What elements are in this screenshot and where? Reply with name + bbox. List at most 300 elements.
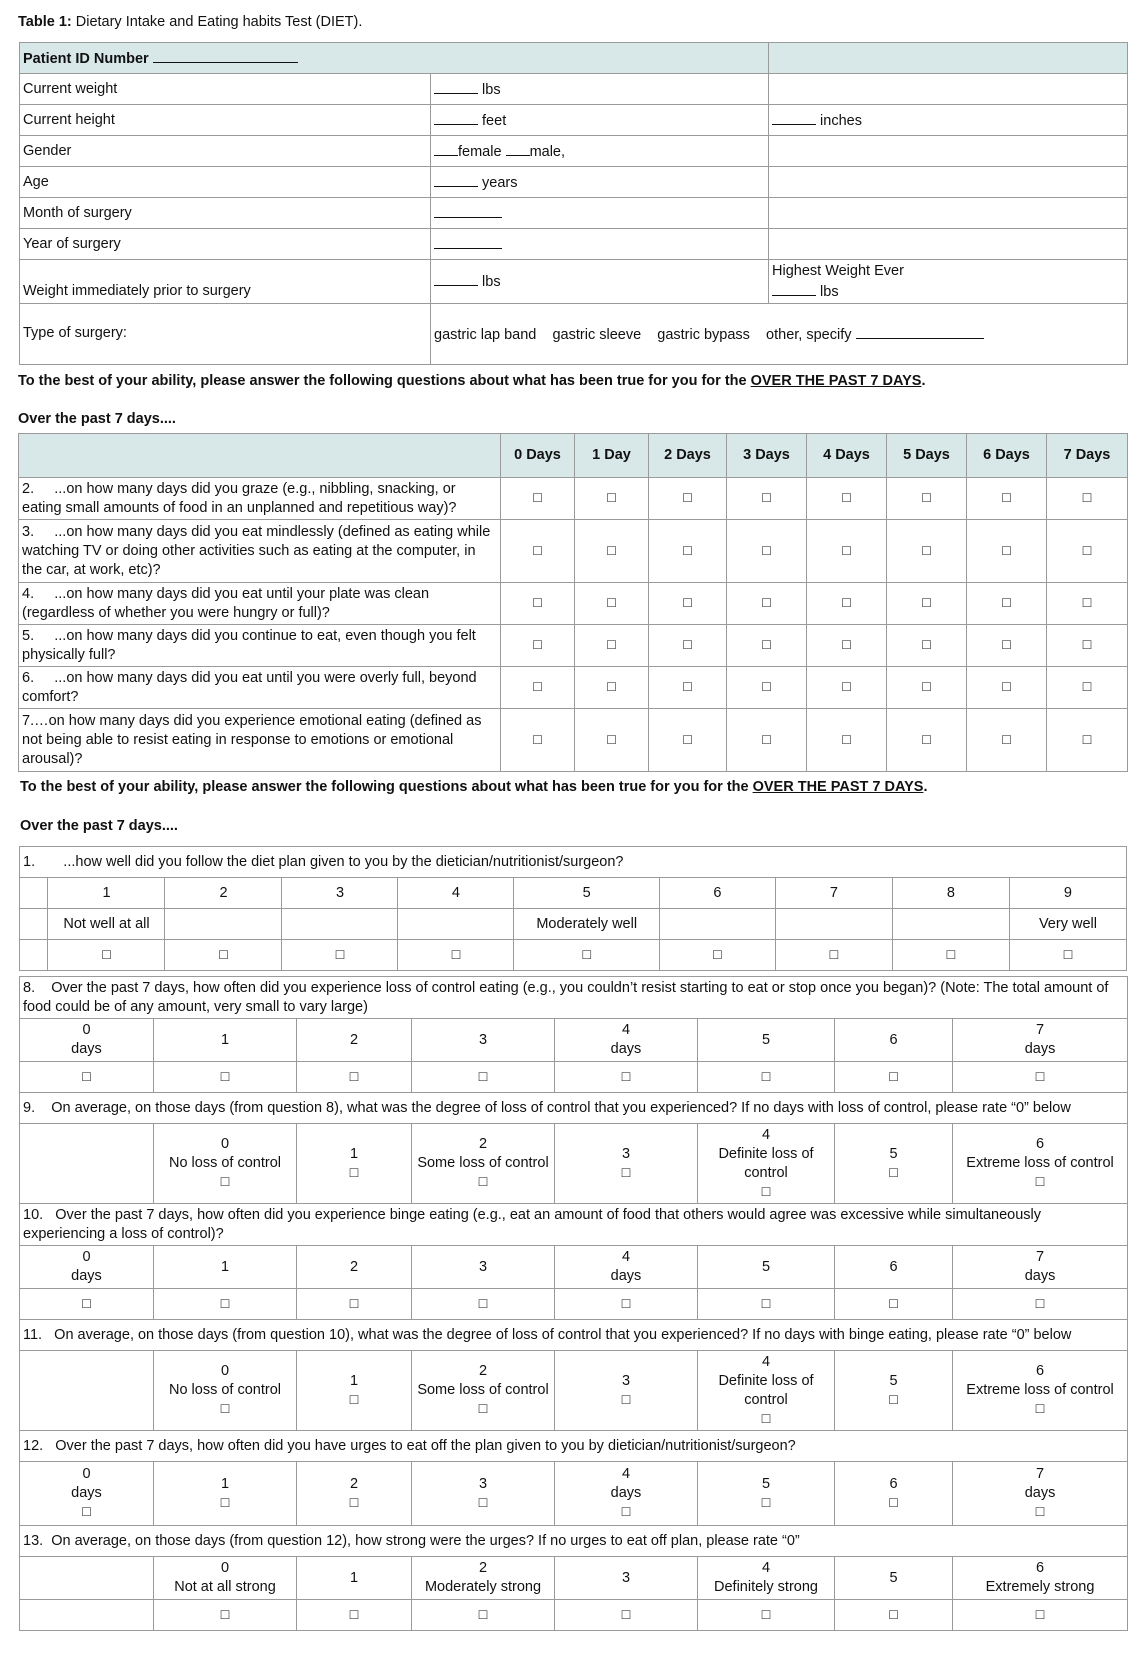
year-surgery-label: Year of surgery — [20, 229, 431, 260]
q13-option-1 — [297, 1557, 412, 1600]
grid-cell — [727, 709, 807, 772]
grid-cell — [807, 478, 887, 520]
checkbox[interactable]: ☐ — [218, 947, 229, 962]
option-label: Some loss of control — [417, 1155, 549, 1171]
checkbox[interactable]: ☐ — [760, 1607, 772, 1622]
q10-question-row — [20, 1204, 1128, 1246]
q1-box-cell — [659, 940, 775, 971]
q11-option-2 — [412, 1351, 555, 1431]
grid-cell — [501, 520, 575, 583]
checkbox[interactable]: ☐ — [761, 491, 772, 505]
q12-option-7 — [953, 1462, 1128, 1526]
q10-option-4 — [555, 1246, 698, 1289]
option-number: 5 — [889, 1145, 898, 1162]
checkbox[interactable]: ☐ — [348, 1069, 360, 1084]
checkbox[interactable]: ☐ — [888, 1165, 899, 1180]
q8-option-7 — [953, 1019, 1128, 1062]
checkbox[interactable]: ☐ — [532, 732, 543, 747]
checkbox[interactable]: ☐ — [219, 1175, 231, 1189]
checkbox[interactable]: ☐ — [760, 1069, 772, 1084]
instruction-2: To the best of your ability, please answer the following questions about what has been true for you for the OVER THE PAST 7 DAYS. — [20, 779, 928, 795]
option-number: 6 — [889, 1475, 898, 1492]
q10-option-3 — [412, 1246, 555, 1289]
grid-cell — [575, 709, 649, 772]
q8-scale-row — [20, 1019, 1128, 1062]
q1-anchor: Very well — [1009, 909, 1126, 940]
checkbox[interactable]: ☐ — [760, 1296, 772, 1311]
q9-question-row — [20, 1093, 1128, 1124]
checkbox[interactable]: ☐ — [841, 638, 852, 652]
checkbox[interactable]: ☐ — [532, 596, 543, 610]
checkbox[interactable]: ☐ — [606, 596, 617, 610]
option-number: 0 — [220, 1560, 230, 1576]
checkbox[interactable]: ☐ — [219, 1296, 231, 1311]
q1-scale-3: 3 — [282, 878, 398, 909]
current-height-inches[interactable]: inches — [769, 105, 1128, 136]
grid-cell — [887, 709, 967, 772]
option-label: No loss of control — [168, 1382, 282, 1398]
checkbox[interactable]: ☐ — [1062, 947, 1074, 962]
checkbox[interactable]: ☐ — [921, 491, 932, 505]
caption-label: Table 1: — [18, 14, 72, 30]
box-cell — [555, 1062, 698, 1093]
grid-cell — [501, 583, 575, 625]
checkbox[interactable]: ☐ — [1001, 732, 1012, 747]
option-number: 3 — [621, 1569, 631, 1586]
checkbox[interactable]: ☐ — [1001, 491, 1012, 505]
empty-cell — [769, 136, 1128, 167]
grid-row — [19, 667, 1128, 709]
grid-question-6: 6. ...on how many days did you eat until you were overly full, beyond comfort? — [19, 667, 501, 709]
q1-scale-1: 1 — [48, 878, 165, 909]
grid-cell — [887, 625, 967, 667]
checkbox[interactable]: ☐ — [219, 1402, 231, 1416]
q10-option-2 — [297, 1246, 412, 1289]
empty-cell — [769, 229, 1128, 260]
checkbox[interactable]: ☐ — [1034, 1175, 1046, 1189]
highest-weight-cell[interactable]: Highest Weight Ever lbs — [769, 260, 1128, 304]
checkbox[interactable]: ☐ — [1081, 680, 1093, 694]
q13-question-row — [20, 1526, 1128, 1557]
grid-cell — [887, 520, 967, 583]
checkbox[interactable]: ☐ — [945, 947, 957, 962]
q1-scale-6: 6 — [659, 878, 775, 909]
patient-id-label: Patient ID Number — [23, 50, 149, 67]
checkbox[interactable]: ☐ — [841, 732, 852, 747]
q1-anchor: Moderately well — [514, 909, 659, 940]
box-cell — [953, 1600, 1128, 1631]
q10-scale-row — [20, 1246, 1128, 1289]
checkbox[interactable]: ☐ — [921, 732, 932, 747]
checkbox[interactable]: ☐ — [81, 1069, 92, 1084]
checkbox[interactable]: ☐ — [620, 1069, 632, 1084]
checkbox[interactable]: ☐ — [348, 1296, 360, 1311]
current-weight-label: Current weight — [20, 74, 431, 105]
checkbox[interactable]: ☐ — [888, 1495, 899, 1510]
grid-cell — [887, 478, 967, 520]
option-label: Some loss of control — [417, 1382, 549, 1398]
day-header-3: 3 Days — [727, 434, 807, 478]
day-header-7: 7 Days — [1047, 434, 1128, 478]
checkbox[interactable]: ☐ — [219, 1607, 231, 1622]
checkbox[interactable]: ☐ — [712, 947, 723, 962]
q1-table — [19, 846, 1127, 971]
blank — [20, 1600, 154, 1631]
checkbox[interactable]: ☐ — [760, 1184, 772, 1199]
box-cell — [953, 1062, 1128, 1093]
q1-anchor — [398, 909, 514, 940]
grid-header-blank — [19, 434, 501, 478]
option-number: 1 — [349, 1145, 359, 1162]
checkbox[interactable]: ☐ — [81, 1296, 92, 1311]
option-sub: days — [71, 1041, 102, 1057]
grid-cell — [1047, 667, 1128, 709]
grid-cell — [967, 520, 1047, 583]
patient-id-blank[interactable] — [153, 48, 298, 63]
box-cell — [835, 1062, 953, 1093]
checkbox[interactable]: ☐ — [682, 543, 693, 558]
header-empty-cell — [769, 43, 1128, 74]
grid-cell — [727, 583, 807, 625]
q13-scale-row — [20, 1557, 1128, 1600]
checkbox[interactable]: ☐ — [921, 680, 932, 694]
q10-option-5 — [698, 1246, 835, 1289]
checkbox[interactable]: ☐ — [841, 491, 852, 505]
checkbox[interactable]: ☐ — [532, 491, 543, 505]
q11-option-1 — [297, 1351, 412, 1431]
q1-scale-9: 9 — [1009, 878, 1126, 909]
q8-option-4 — [555, 1019, 698, 1062]
q9-option-3 — [555, 1124, 698, 1204]
month-surgery-label: Month of surgery — [20, 198, 431, 229]
grid-row — [19, 625, 1128, 667]
option-sub: days — [1024, 1485, 1056, 1501]
checkbox[interactable]: ☐ — [921, 543, 932, 558]
current-height-feet[interactable]: feet — [431, 105, 769, 136]
q13-option-5 — [835, 1557, 953, 1600]
option-number: 7 — [1035, 1249, 1045, 1265]
box-cell — [698, 1062, 835, 1093]
checkbox[interactable]: ☐ — [348, 1165, 360, 1180]
q1-box-cell — [398, 940, 514, 971]
q1-spacer — [20, 909, 48, 940]
q11-option-4 — [698, 1351, 835, 1431]
checkbox[interactable]: ☐ — [219, 1495, 231, 1510]
checkbox[interactable]: ☐ — [1001, 638, 1012, 652]
q12-option-2 — [297, 1462, 412, 1526]
option-number: 6 — [1035, 1136, 1045, 1152]
month-surgery-value[interactable] — [431, 198, 769, 229]
demographics-table — [19, 42, 1128, 365]
option-number: 4 — [621, 1249, 631, 1265]
q9-option-1 — [297, 1124, 412, 1204]
grid-row — [19, 520, 1128, 583]
q9-option-2 — [412, 1124, 555, 1204]
checkbox[interactable]: ☐ — [1001, 543, 1012, 558]
checkbox[interactable]: ☐ — [1081, 543, 1093, 558]
option-number: 4 — [621, 1022, 631, 1038]
q11-option-5 — [835, 1351, 953, 1431]
option-number: 5 — [761, 1475, 771, 1492]
option-number: 3 — [478, 1475, 488, 1492]
checkbox[interactable]: ☐ — [761, 543, 772, 558]
option-label: No loss of control — [168, 1155, 282, 1171]
instruction-1: To the best of your ability, please answer the following questions about what has been true for you for the OVER THE PAST 7 DAYS. — [18, 373, 926, 389]
checkbox[interactable]: ☐ — [682, 491, 693, 505]
q8-question-row — [20, 977, 1128, 1019]
grid-cell — [1047, 709, 1128, 772]
day-header-1: 1 Day — [575, 434, 649, 478]
grid-cell — [727, 520, 807, 583]
checkbox[interactable]: ☐ — [620, 1392, 632, 1407]
checkbox[interactable]: ☐ — [828, 947, 840, 962]
checkbox[interactable]: ☐ — [477, 1069, 489, 1084]
q11-option-0 — [154, 1351, 297, 1431]
checkbox[interactable]: ☐ — [888, 1069, 899, 1084]
q8-question: 8. Over the past 7 days, how often did you experience loss of control eating (e.g., you couldn’t resist starting to eat or stop once you began)? (Note: The total amount of food could be of any amount, very small to vary large) — [20, 977, 1128, 1019]
frequency-table — [19, 976, 1128, 1631]
option-sub: days — [1024, 1041, 1056, 1057]
grid-question-4: 4. ...on how many days did you eat until your plate was clean (regardless of whether you were hungry or full)? — [19, 583, 501, 625]
q13-option-4 — [698, 1557, 835, 1600]
box-cell — [698, 1289, 835, 1320]
option-number: 1 — [349, 1372, 359, 1389]
checkbox[interactable]: ☐ — [1034, 1069, 1046, 1084]
q9-option-0 — [154, 1124, 297, 1204]
grid-cell — [1047, 625, 1128, 667]
box-cell — [555, 1600, 698, 1631]
current-weight-value[interactable]: lbs — [431, 74, 769, 105]
option-number: 4 — [761, 1126, 771, 1143]
checkbox[interactable]: ☐ — [761, 596, 772, 610]
caption-text: Dietary Intake and Eating habits Test (DIET). — [71, 14, 363, 30]
checkbox[interactable]: ☐ — [841, 543, 852, 558]
empty-cell — [769, 198, 1128, 229]
grid-cell — [807, 709, 887, 772]
checkbox[interactable]: ☐ — [1081, 491, 1093, 505]
checkbox[interactable]: ☐ — [620, 1165, 632, 1180]
q1-question: 1. ...how well did you follow the diet plan given to you by the dietician/nutritionist/surgeon? — [20, 847, 1127, 878]
highest-weight-label: Highest Weight Ever — [772, 262, 904, 279]
q13-option-0 — [154, 1557, 297, 1600]
grid-row — [19, 478, 1128, 520]
checkbox[interactable]: ☐ — [841, 680, 852, 694]
q11-option-6 — [953, 1351, 1128, 1431]
q13-blank — [20, 1557, 154, 1600]
gender-value[interactable]: female male, — [431, 136, 769, 167]
grid-cell — [967, 625, 1047, 667]
checkbox[interactable]: ☐ — [888, 1392, 899, 1407]
checkbox[interactable]: ☐ — [620, 1296, 632, 1311]
grid-cell — [727, 625, 807, 667]
option-label: Extreme loss of control — [966, 1155, 1114, 1171]
option-number: 2 — [349, 1031, 359, 1048]
checkbox[interactable]: ☐ — [921, 638, 932, 652]
grid-cell — [807, 583, 887, 625]
q10-option-7 — [953, 1246, 1128, 1289]
q8-option-1 — [154, 1019, 297, 1062]
checkbox[interactable]: ☐ — [348, 1607, 360, 1622]
q12-option-1 — [154, 1462, 297, 1526]
checkbox[interactable]: ☐ — [1034, 1505, 1046, 1519]
checkbox[interactable]: ☐ — [81, 1505, 92, 1519]
q12-option-0 — [20, 1462, 154, 1526]
q1-box-cell — [282, 940, 398, 971]
grid-cell — [649, 583, 727, 625]
checkbox[interactable]: ☐ — [219, 1069, 231, 1084]
grid-question-2: 2. ...on how many days did you graze (e.g., nibbling, snacking, or eating small amounts of food in an unplanned and repetitious way)? — [19, 478, 501, 520]
surgery-type-label: Type of surgery: — [20, 304, 431, 365]
checkbox[interactable]: ☐ — [1034, 1402, 1046, 1416]
checkbox[interactable]: ☐ — [348, 1495, 360, 1510]
grid-cell — [1047, 520, 1128, 583]
option-number: 5 — [761, 1258, 771, 1275]
option-number: 2 — [478, 1560, 488, 1576]
checkbox[interactable]: ☐ — [1081, 732, 1093, 747]
q8-option-0 — [20, 1019, 154, 1062]
option-sub: days — [610, 1485, 642, 1501]
option-number: 3 — [478, 1031, 488, 1048]
q13-box-row — [20, 1600, 1128, 1631]
option-label: Not at all strong — [174, 1579, 276, 1595]
grid-cell — [887, 667, 967, 709]
grid-cell — [649, 709, 727, 772]
grid-cell — [1047, 478, 1128, 520]
q12-scale-row — [20, 1462, 1128, 1526]
checkbox[interactable]: ☐ — [888, 1607, 899, 1622]
q1-spacer — [20, 878, 48, 909]
grid-cell — [807, 625, 887, 667]
option-number: 5 — [889, 1569, 898, 1586]
checkbox[interactable]: ☐ — [606, 732, 617, 747]
checkbox[interactable]: ☐ — [888, 1296, 899, 1311]
checkbox[interactable]: ☐ — [761, 680, 772, 694]
grid-row — [19, 709, 1128, 772]
checkbox[interactable]: ☐ — [334, 947, 346, 962]
option-label: Definite loss of control — [718, 1372, 814, 1408]
q1-scale-5: 5 — [514, 878, 659, 909]
checkbox[interactable]: ☐ — [581, 947, 593, 962]
checkbox[interactable]: ☐ — [760, 1411, 772, 1426]
option-label: Definite loss of control — [718, 1145, 814, 1181]
checkbox[interactable]: ☐ — [450, 947, 462, 962]
option-sub: days — [1024, 1268, 1056, 1284]
checkbox[interactable]: ☐ — [606, 680, 617, 694]
option-number: 3 — [478, 1258, 488, 1275]
grid-cell — [501, 625, 575, 667]
option-number: 0 — [82, 1022, 91, 1038]
grid-cell — [575, 478, 649, 520]
q13-option-2 — [412, 1557, 555, 1600]
checkbox[interactable]: ☐ — [620, 1607, 632, 1622]
q9-option-5 — [835, 1124, 953, 1204]
empty-cell — [769, 167, 1128, 198]
checkbox[interactable]: ☐ — [477, 1495, 489, 1510]
checkbox[interactable]: ☐ — [606, 638, 617, 652]
checkbox[interactable]: ☐ — [532, 680, 543, 694]
q13-question: 13. On average, on those days (from question 12), how strong were the urges? If no urges to eat off plan, please rate “0” — [20, 1526, 1128, 1557]
q9-scale-row — [20, 1124, 1128, 1204]
box-cell — [835, 1289, 953, 1320]
age-label: Age — [20, 167, 431, 198]
q1-anchor — [775, 909, 892, 940]
checkbox[interactable]: ☐ — [1081, 596, 1093, 610]
box-cell — [154, 1289, 297, 1320]
age-value[interactable]: years — [431, 167, 769, 198]
checkbox[interactable]: ☐ — [921, 596, 932, 610]
grid-cell — [967, 583, 1047, 625]
checkbox[interactable]: ☐ — [760, 1495, 772, 1510]
option-number: 6 — [1035, 1363, 1045, 1379]
checkbox[interactable]: ☐ — [682, 680, 693, 694]
checkbox[interactable]: ☐ — [606, 491, 617, 505]
day-header-6: 6 Days — [967, 434, 1047, 478]
current-height-label: Current height — [20, 105, 431, 136]
checkbox[interactable]: ☐ — [477, 1402, 489, 1416]
q12-option-4 — [555, 1462, 698, 1526]
checkbox[interactable]: ☐ — [101, 947, 112, 962]
table-caption — [18, 14, 362, 30]
grid-cell — [501, 667, 575, 709]
checkbox[interactable]: ☐ — [532, 543, 543, 558]
q10-option-1 — [154, 1246, 297, 1289]
checkbox[interactable]: ☐ — [477, 1607, 489, 1622]
q1-anchor: Not well at all — [48, 909, 165, 940]
grid-cell — [967, 667, 1047, 709]
q12-option-6 — [835, 1462, 953, 1526]
box-cell — [835, 1600, 953, 1631]
q1-spacer — [20, 940, 48, 971]
checkbox[interactable]: ☐ — [348, 1392, 360, 1407]
surgery-type-options[interactable]: gastric lap band gastric sleeve gastric bypass other, specify — [431, 304, 1128, 365]
checkbox[interactable]: ☐ — [682, 732, 693, 747]
checkbox[interactable]: ☐ — [761, 638, 772, 652]
q9-blank — [20, 1124, 154, 1204]
q11-option-3 — [555, 1351, 698, 1431]
checkbox[interactable]: ☐ — [477, 1175, 489, 1189]
grid-cell — [727, 478, 807, 520]
checkbox[interactable]: ☐ — [477, 1296, 489, 1311]
q1-anchor — [165, 909, 282, 940]
checkbox[interactable]: ☐ — [761, 732, 772, 747]
q1-box-cell — [48, 940, 165, 971]
q9-question: 9. On average, on those days (from question 8), what was the degree of loss of control that you experienced? If no days with loss of control, please rate “0” below — [20, 1093, 1128, 1124]
checkbox[interactable]: ☐ — [1081, 638, 1093, 652]
option-number: 0 — [220, 1363, 230, 1379]
checkbox[interactable]: ☐ — [606, 543, 617, 558]
checkbox[interactable]: ☐ — [1001, 680, 1012, 694]
grid-cell — [575, 625, 649, 667]
checkbox[interactable]: ☐ — [682, 638, 693, 652]
patient-id-cell — [20, 43, 769, 74]
checkbox[interactable]: ☐ — [1001, 596, 1012, 610]
box-cell — [297, 1600, 412, 1631]
year-surgery-value[interactable] — [431, 229, 769, 260]
q13-option-3 — [555, 1557, 698, 1600]
checkbox[interactable]: ☐ — [682, 596, 693, 610]
weight-prior-value[interactable]: lbs — [431, 260, 769, 304]
q10-box-row — [20, 1289, 1128, 1320]
q11-question: 11. On average, on those days (from question 10), what was the degree of loss of control that you experienced? If no days with binge eating, please rate “0” below — [20, 1320, 1128, 1351]
q8-box-row — [20, 1062, 1128, 1093]
checkbox[interactable]: ☐ — [1034, 1296, 1046, 1311]
checkbox[interactable]: ☐ — [620, 1505, 632, 1519]
checkbox[interactable]: ☐ — [1034, 1607, 1046, 1622]
checkbox[interactable]: ☐ — [532, 638, 543, 652]
q11-question-row — [20, 1320, 1128, 1351]
checkbox[interactable]: ☐ — [841, 596, 852, 610]
option-number: 2 — [349, 1475, 359, 1492]
